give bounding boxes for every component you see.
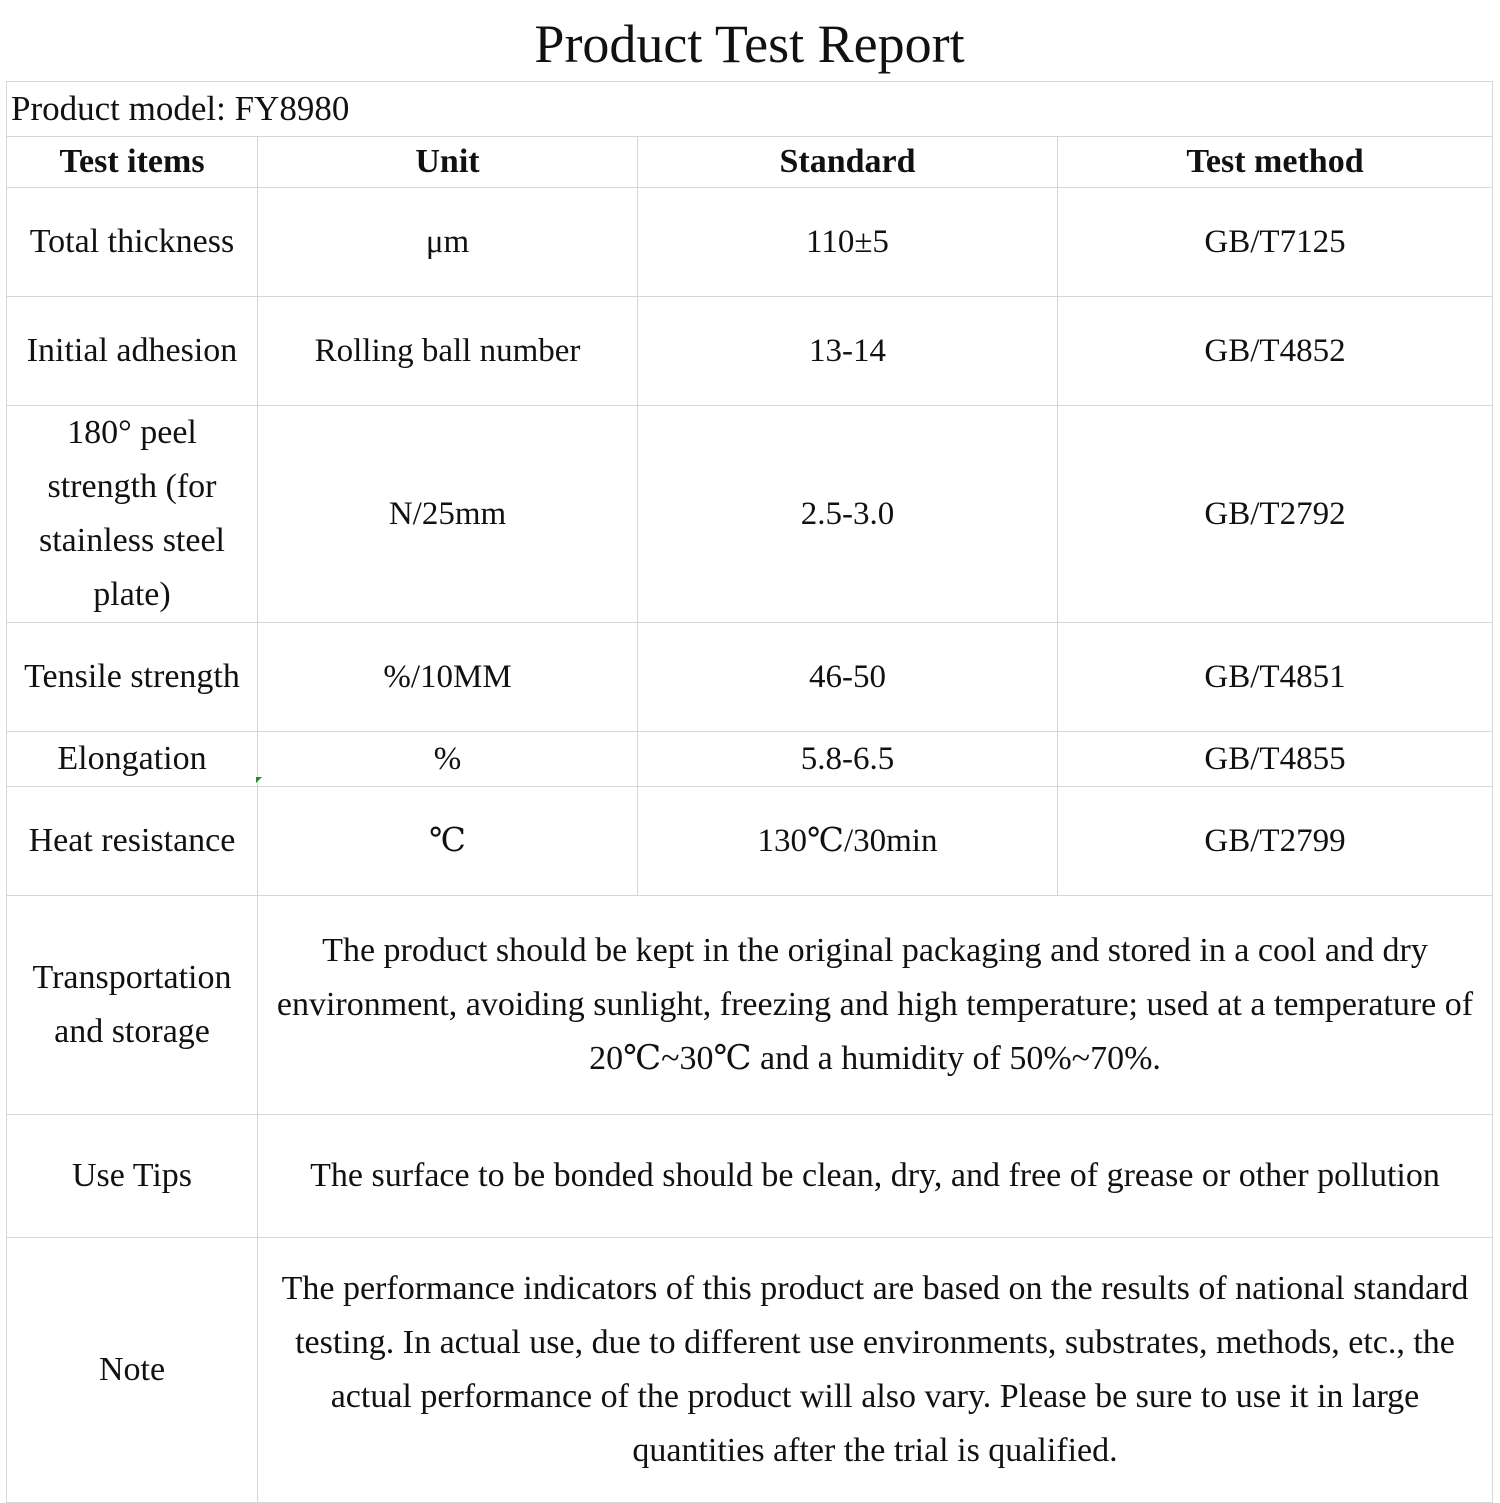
table-row bbox=[7, 188, 1493, 297]
test-item-cell: Elongation bbox=[7, 732, 258, 787]
use-tips-text: The surface to be bonded should be clean, dry, and free of grease or other pollution bbox=[258, 1115, 1493, 1238]
table-row bbox=[7, 732, 1493, 787]
cell-comment-marker bbox=[256, 777, 262, 783]
title-row bbox=[7, 7, 1493, 82]
model-row bbox=[7, 82, 1493, 137]
unit-cell: N/25mm bbox=[258, 406, 638, 623]
table-row bbox=[7, 623, 1493, 732]
table-row bbox=[7, 406, 1493, 623]
report-title: Product Test Report bbox=[7, 7, 1493, 82]
test-item-cell: Total thickness bbox=[7, 188, 258, 297]
test-method-cell: GB/T4851 bbox=[1058, 623, 1493, 732]
test-item-cell: Heat resistance bbox=[7, 787, 258, 896]
unit-cell: Rolling ball number bbox=[258, 297, 638, 406]
test-method-cell: GB/T4852 bbox=[1058, 297, 1493, 406]
standard-cell: 5.8-6.5 bbox=[638, 732, 1058, 787]
note-label: Note bbox=[7, 1238, 258, 1503]
test-report-table bbox=[6, 6, 1493, 1503]
note-row bbox=[7, 896, 1493, 1115]
note-text: The performance indicators of this product are based on the results of national standard testing. In actual use, due to different use environments, substrates, methods, etc., the actual performance of the product will also vary. Please be sure to use it in large quantities after the trial is qualified. bbox=[258, 1238, 1493, 1503]
standard-cell: 2.5-3.0 bbox=[638, 406, 1058, 623]
test-method-cell: GB/T7125 bbox=[1058, 188, 1493, 297]
header-standard: Standard bbox=[638, 137, 1058, 188]
standard-cell: 46-50 bbox=[638, 623, 1058, 732]
use-tips-label: Use Tips bbox=[7, 1115, 258, 1238]
header-test-method: Test method bbox=[1058, 137, 1493, 188]
test-method-cell: GB/T2792 bbox=[1058, 406, 1493, 623]
header-row bbox=[7, 137, 1493, 188]
standard-cell: 13-14 bbox=[638, 297, 1058, 406]
unit-cell: % bbox=[258, 732, 638, 787]
unit-cell: ℃ bbox=[258, 787, 638, 896]
table-row bbox=[7, 787, 1493, 896]
test-item-cell: Initial adhesion bbox=[7, 297, 258, 406]
note-row bbox=[7, 1238, 1493, 1503]
table-row bbox=[7, 297, 1493, 406]
unit-cell: %/10MM bbox=[258, 623, 638, 732]
test-method-cell: GB/T2799 bbox=[1058, 787, 1493, 896]
header-unit: Unit bbox=[258, 137, 638, 188]
standard-cell: 110±5 bbox=[638, 188, 1058, 297]
unit-cell: μm bbox=[258, 188, 638, 297]
standard-cell: 130℃/30min bbox=[638, 787, 1058, 896]
transport-storage-text: The product should be kept in the original packaging and stored in a cool and dry environment, avoiding sunlight, freezing and high temperature; used at a temperature of 20℃~30℃ and a humidity of 50%~70%. bbox=[258, 896, 1493, 1115]
test-item-cell: Tensile strength bbox=[7, 623, 258, 732]
transport-storage-label: Transportation and storage bbox=[7, 896, 258, 1115]
test-method-cell: GB/T4855 bbox=[1058, 732, 1493, 787]
header-test-items: Test items bbox=[7, 137, 258, 188]
note-row bbox=[7, 1115, 1493, 1238]
product-model: Product model: FY8980 bbox=[7, 82, 1493, 137]
test-item-cell: 180° peel strength (for stainless steel plate) bbox=[7, 406, 258, 623]
